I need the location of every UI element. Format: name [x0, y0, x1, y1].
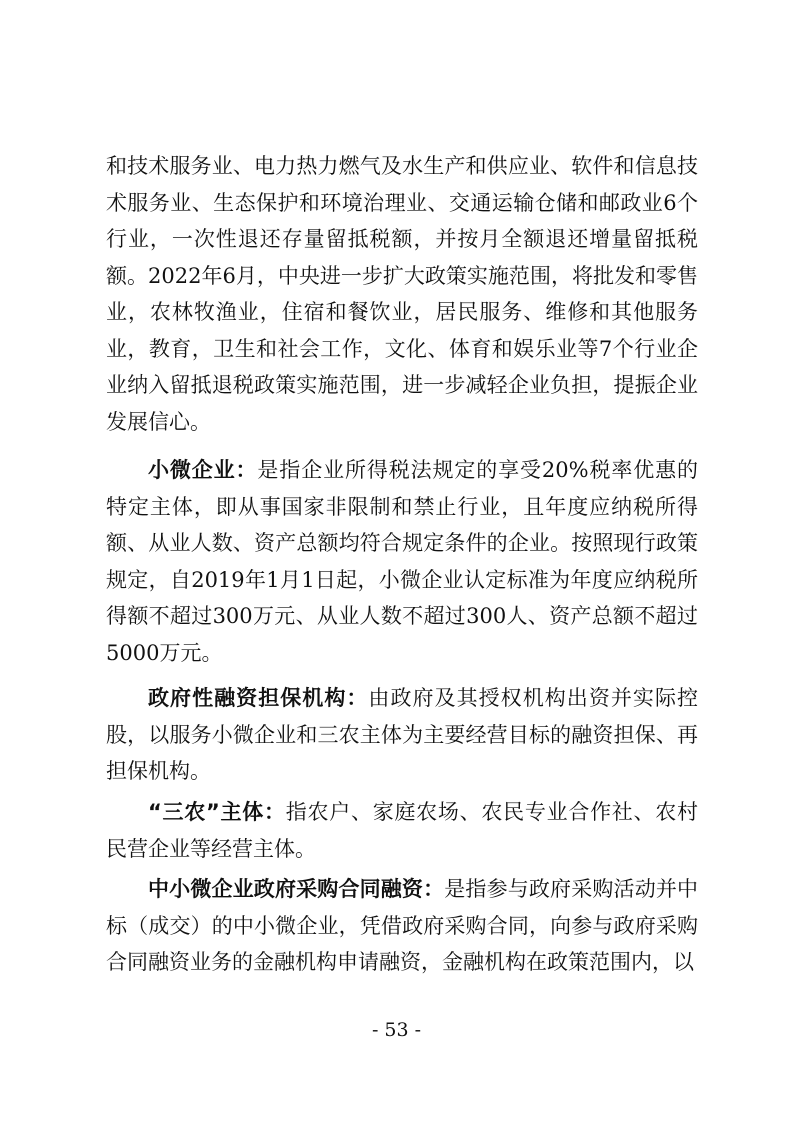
paragraph-government-financing-guarantee	[106, 680, 698, 790]
paragraph-tax-refund-continuation	[106, 148, 698, 440]
paragraph-small-micro-enterprise	[106, 452, 698, 671]
term-procurement-contract-financing: 中小微企业政府采购合同融资：	[148, 877, 445, 901]
paragraph-text: 和技术服务业、电力热力燃气及水生产和供应业、软件和信息技术服务业、生态保护和环境治理业、交通运输仓储和邮政业6个行业，一次性退还存量留抵税额，并按月全额退还增量留抵税额。2022年6月，中央进一步扩大政策实施范围，将批发和零售业，农林牧渔业，住宿和餐饮业，居民服务、维修和其他服务业，教育，卫生和社会工作，文化、体育和娱乐业等7个行业企业纳入留抵退税政策实施范围，进一步减轻企业负担，提振企业发展信心。	[106, 154, 698, 434]
paragraph-text: 指农户、家庭农场、农民专业合作社、农村民营企业等经营主体。	[106, 800, 699, 861]
paragraph-text: 由政府及其授权机构出资并实际控股，以服务小微企业和三农主体为主要经营目标的融资担保、再担保机构。	[106, 686, 699, 783]
paragraph-procurement-contract-financing	[106, 871, 698, 981]
term-small-micro-enterprise: 小微企业：	[148, 458, 258, 482]
paragraph-text: 是指企业所得税法规定的享受20%税率优惠的特定主体，即从事国家非限制和禁止行业，且年度应纳税所得额、从业人数、资产总额均符合规定条件的企业。按照现行政策规定，自2019年1月1日起，小微企业认定标准为年度应纳税所得额不超过300万元、从业人数不超过300人、资产总额不超过5000万元。	[106, 458, 698, 665]
page-number: - 53 -	[371, 1019, 422, 1041]
term-three-rural-entities: “三农”主体：	[148, 800, 286, 824]
paragraph-three-rural-entities	[106, 794, 698, 867]
term-government-financing-guarantee: 政府性融资担保机构：	[148, 686, 369, 710]
paragraph-text: 是指参与政府采购活动并中标（成交）的中小微企业，凭借政府采购合同，向参与政府采购合同融资业务的金融机构申请融资，金融机构在政策范围内，以	[106, 877, 699, 974]
